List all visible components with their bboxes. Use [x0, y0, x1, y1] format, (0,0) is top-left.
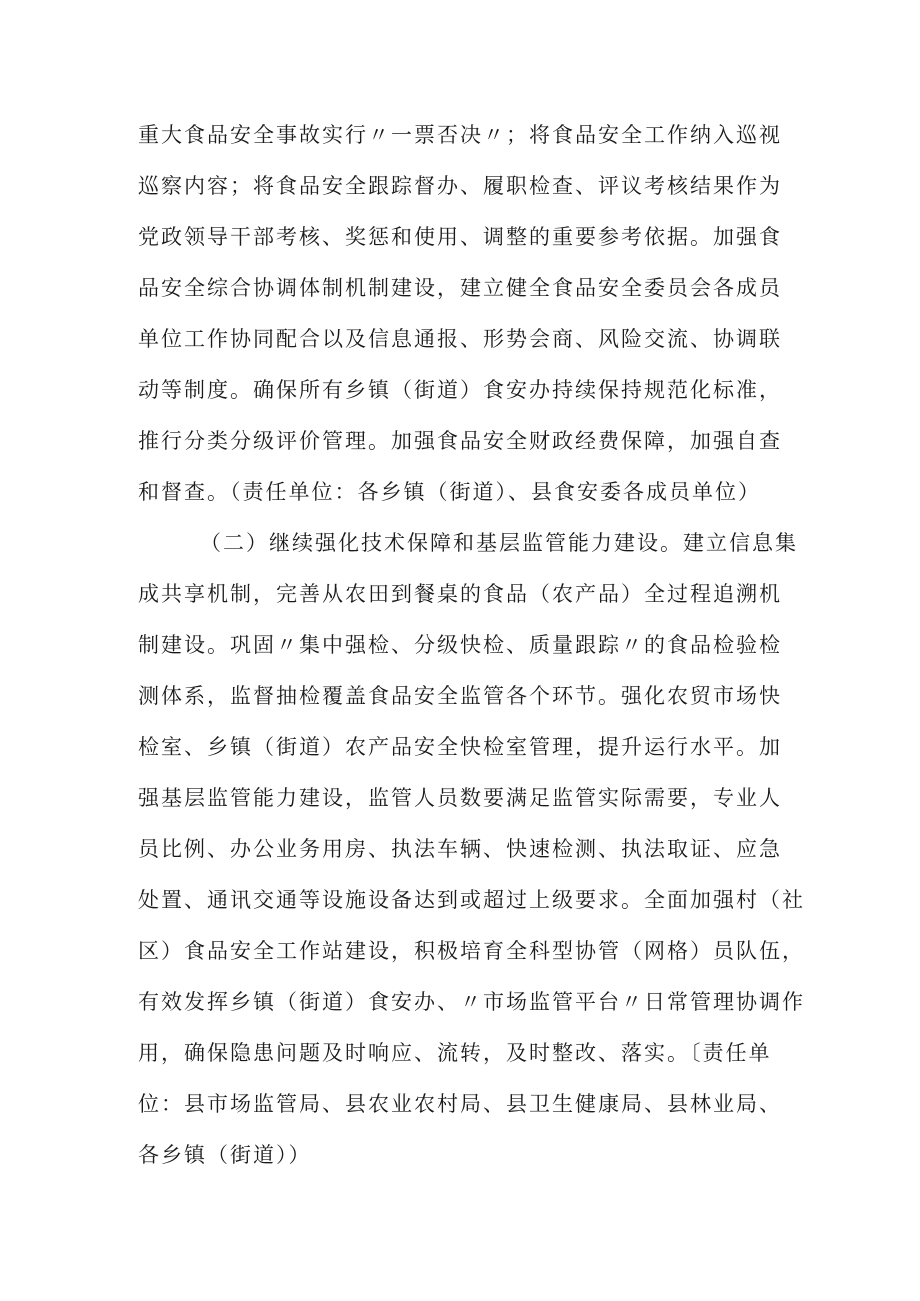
text-line: 品安全综合协调体制机制建设，建立健全食品安全委员会各成员: [138, 276, 782, 300]
text-line: 党政领导干部考核、奖惩和使用、调整的重要参考依据。加强食: [138, 225, 782, 249]
text-line: 单位工作协同配合以及信息通报、形势会商、风险交流、协调联: [138, 327, 782, 351]
text-line: 强基层监管能力建设，监管人员数要满足监管实际需要，专业人: [138, 786, 782, 810]
text-line: 员比例、办公业务用房、执法车辆、快速检测、执法取证、应急: [138, 837, 782, 861]
text-line: 有效发挥乡镇（街道）食安办、〃市场监管平台〃日常管理协调作: [138, 990, 805, 1014]
text-line: 检室、乡镇（街道）农产品安全快检室管理，提升运行水平。加: [138, 735, 782, 759]
text-line: 巡察内容；将食品安全跟踪督办、履职检查、评议考核结果作为: [138, 174, 782, 198]
text-line: 重大食品安全事故实行〃一票否决〃；将食品安全工作纳入巡视: [138, 123, 782, 147]
text-line: 推行分类分级评价管理。加强食品安全财政经费保障，加强自查: [138, 429, 782, 453]
text-line: 位：县市场监管局、县农业农村局、县卫生健康局、县林业局、: [138, 1092, 782, 1116]
text-line: 制建设。巩固〃集中强检、分级快检、质量跟踪〃的食品检验检: [138, 633, 782, 657]
text-line: 各乡镇（街道））: [138, 1143, 312, 1167]
text-line: 用，确保隐患问题及时响应、流转，及时整改、落实。〔责任单: [138, 1041, 772, 1065]
text-line: 测体系，监督抽检覆盖食品安全监管各个环节。强化农贸市场快: [138, 684, 782, 708]
text-line: 成共享机制，完善从农田到餐桌的食品（农产品）全过程追溯机: [138, 582, 782, 606]
text-line: 动等制度。确保所有乡镇（街道）食安办持续保持规范化标准，: [138, 378, 782, 402]
section-heading-line: （二）继续强化技术保障和基层监管能力建设。建立信息集: [200, 531, 798, 555]
text-line: 和督查。（责任单位：各乡镇（街道）、县食安委各成员单位）: [138, 480, 761, 504]
text-line: 区）食品安全工作站建设，积极培育全科型协管（网格）员队伍，: [138, 939, 805, 963]
text-line: 处置、通讯交通等设施设备达到或超过上级要求。全面加强村（社: [138, 888, 805, 912]
